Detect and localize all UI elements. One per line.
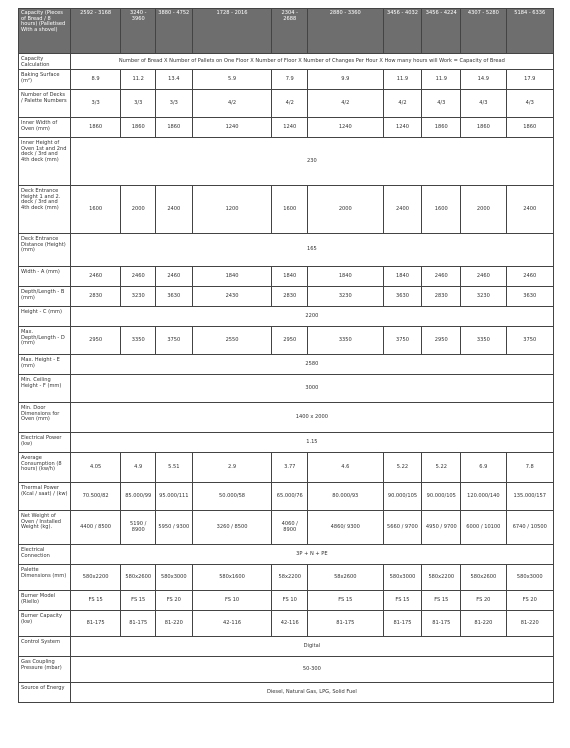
value-cell: 50.000/58 (192, 483, 272, 511)
header-capacity-cell: 3240 - 3960 (121, 9, 156, 54)
row-label: Max. Depth/Length - D (mm) (19, 327, 71, 355)
value-cell: 6000 / 10100 (461, 511, 506, 545)
value-cell: 1860 (155, 118, 192, 138)
value-cell: 11.2 (121, 70, 156, 90)
value-cell: 81-175 (121, 611, 156, 637)
spanning-value-cell: 165 (70, 234, 553, 267)
row-label: Capacity Calculation (19, 54, 71, 70)
value-cell: 1840 (308, 267, 384, 287)
value-cell: 580x3000 (506, 565, 554, 591)
value-cell: 580x1600 (192, 565, 272, 591)
value-cell: 4/2 (308, 90, 384, 118)
value-cell: 3630 (383, 287, 422, 307)
value-cell: 65.000/76 (272, 483, 308, 511)
value-cell: 4/3 (506, 90, 554, 118)
value-cell: 11.9 (422, 70, 461, 90)
value-cell: 81-220 (506, 611, 554, 637)
value-cell: 90.000/105 (383, 483, 422, 511)
value-cell: 11.9 (383, 70, 422, 90)
value-cell: 2950 (272, 327, 308, 355)
table-row (19, 307, 554, 327)
row-label: Number of Decks / Palette Numbers (19, 90, 71, 118)
value-cell: 81-175 (383, 611, 422, 637)
spec-table-body (19, 54, 554, 703)
value-cell: 120.000/140 (461, 483, 506, 511)
spanning-value-cell: 2580 (70, 355, 553, 375)
value-cell: 3630 (155, 287, 192, 307)
value-cell: 9.9 (308, 70, 384, 90)
spanning-value-cell: 230 (70, 138, 553, 186)
value-cell: 8.9 (70, 70, 121, 90)
table-row (19, 118, 554, 138)
spanning-value-cell: Digital (70, 637, 553, 657)
header-capacity-cell: 5184 - 6336 (506, 9, 554, 54)
value-cell: 5950 / 9300 (155, 511, 192, 545)
value-cell: 1240 (272, 118, 308, 138)
table-row (19, 186, 554, 234)
value-cell: 13.4 (155, 70, 192, 90)
value-cell: 580x2200 (422, 565, 461, 591)
value-cell: FS 15 (383, 591, 422, 611)
value-cell: 3630 (506, 287, 554, 307)
value-cell: 5.22 (383, 453, 422, 483)
row-label: Inner Height of Oven 1st and 2nd deck / 3rd and 4th deck (mm) (19, 138, 71, 186)
value-cell: 4.6 (308, 453, 384, 483)
value-cell: 58x2600 (308, 565, 384, 591)
row-label: Min. Door Dimensions for Oven (mm) (19, 403, 71, 433)
row-label: Max. Height - E (mm) (19, 355, 71, 375)
value-cell: FS 15 (70, 591, 121, 611)
spanning-value-cell: 1400 x 2000 (70, 403, 553, 433)
value-cell: 1600 (422, 186, 461, 234)
value-cell: 2830 (422, 287, 461, 307)
value-cell: 5.9 (192, 70, 272, 90)
row-label: Net Weight of Oven / Installed Weight (kg). (19, 511, 71, 545)
value-cell: 2550 (192, 327, 272, 355)
header-capacity-cell: 2592 - 3168 (70, 9, 121, 54)
value-cell: 81-175 (422, 611, 461, 637)
value-cell: 3750 (383, 327, 422, 355)
value-cell: 1860 (70, 118, 121, 138)
value-cell: 5.22 (422, 453, 461, 483)
value-cell: 3.77 (272, 453, 308, 483)
value-cell: 2460 (121, 267, 156, 287)
value-cell: 70.500/82 (70, 483, 121, 511)
row-label: Depth/Length - B (mm) (19, 287, 71, 307)
table-row (19, 591, 554, 611)
row-label: Width - A (mm) (19, 267, 71, 287)
value-cell: FS 10 (192, 591, 272, 611)
value-cell: 90.000/105 (422, 483, 461, 511)
header-capacity-cell: 3880 - 4752 (155, 9, 192, 54)
value-cell: 4860/ 9300 (308, 511, 384, 545)
row-label: Control System (19, 637, 71, 657)
value-cell: 58x2200 (272, 565, 308, 591)
table-row (19, 327, 554, 355)
value-cell: 3260 / 8500 (192, 511, 272, 545)
table-row (19, 267, 554, 287)
value-cell: FS 15 (308, 591, 384, 611)
spanning-value-cell: Number of Bread X Number of Pallets on One Floor X Number of Floor X Number of Changes Per Hour X How many hours will Work = Capacity of Bread (70, 54, 553, 70)
value-cell: 3230 (461, 287, 506, 307)
table-row (19, 511, 554, 545)
spanning-value-cell: Diesel, Natural Gas, LPG, Solid Fuel (70, 683, 553, 703)
value-cell: 135.000/157 (506, 483, 554, 511)
table-row (19, 683, 554, 703)
value-cell: 1200 (192, 186, 272, 234)
value-cell: 14.9 (461, 70, 506, 90)
value-cell: 2000 (308, 186, 384, 234)
value-cell: 4950 / 9700 (422, 511, 461, 545)
value-cell: FS 10 (272, 591, 308, 611)
value-cell: 3230 (121, 287, 156, 307)
row-label: Inner Width of Oven (mm) (19, 118, 71, 138)
value-cell: 4060 / 8900 (272, 511, 308, 545)
spec-table-container (18, 8, 554, 703)
value-cell: 1240 (383, 118, 422, 138)
value-cell: 5.51 (155, 453, 192, 483)
value-cell: 81-175 (308, 611, 384, 637)
value-cell: 2950 (422, 327, 461, 355)
spanning-value-cell: 2200 (70, 307, 553, 327)
value-cell: 1840 (383, 267, 422, 287)
value-cell: 1240 (192, 118, 272, 138)
table-row (19, 287, 554, 307)
value-cell: 2400 (383, 186, 422, 234)
value-cell: 81-220 (461, 611, 506, 637)
table-row (19, 611, 554, 637)
row-label: Thermal Power (Kcal / saat) / (kw) (19, 483, 71, 511)
value-cell: 3/3 (121, 90, 156, 118)
header-capacity-cell: 2304 - 2688 (272, 9, 308, 54)
value-cell: 81-220 (155, 611, 192, 637)
value-cell: 4/2 (192, 90, 272, 118)
table-row (19, 565, 554, 591)
spanning-value-cell: 3000 (70, 375, 553, 403)
value-cell: 3/3 (70, 90, 121, 118)
row-label: Gas Coupling Pressure (mbar) (19, 657, 71, 683)
value-cell: 4/3 (461, 90, 506, 118)
value-cell: 85.000/99 (121, 483, 156, 511)
value-cell: 2430 (192, 287, 272, 307)
table-row (19, 375, 554, 403)
value-cell: 95.000/111 (155, 483, 192, 511)
table-row (19, 453, 554, 483)
value-cell: FS 20 (461, 591, 506, 611)
value-cell: 2460 (422, 267, 461, 287)
value-cell: 2950 (70, 327, 121, 355)
value-cell: 2400 (155, 186, 192, 234)
table-row (19, 403, 554, 433)
value-cell: 2830 (272, 287, 308, 307)
value-cell: 1840 (192, 267, 272, 287)
row-label: Average Consumption (8 hours) (kw/h) (19, 453, 71, 483)
value-cell: 580x2200 (70, 565, 121, 591)
value-cell: FS 15 (422, 591, 461, 611)
value-cell: 42-116 (192, 611, 272, 637)
value-cell: 1860 (461, 118, 506, 138)
value-cell: FS 20 (506, 591, 554, 611)
value-cell: 6740 / 10500 (506, 511, 554, 545)
value-cell: 4/2 (272, 90, 308, 118)
value-cell: 2460 (461, 267, 506, 287)
value-cell: 580x2600 (121, 565, 156, 591)
value-cell: 1860 (121, 118, 156, 138)
table-row (19, 90, 554, 118)
value-cell: 5190 / 8900 (121, 511, 156, 545)
row-label: Deck Entrance Height 1 and 2. deck / 3rd and 4th deck (mm) (19, 186, 71, 234)
value-cell: 2460 (70, 267, 121, 287)
value-cell: 1600 (272, 186, 308, 234)
header-capacity-cell: 2880 - 3360 (308, 9, 384, 54)
table-row (19, 433, 554, 453)
value-cell: 2830 (70, 287, 121, 307)
value-cell: 4/3 (422, 90, 461, 118)
value-cell: 2400 (506, 186, 554, 234)
row-label: Electrical Power (kw) (19, 433, 71, 453)
value-cell: 3350 (461, 327, 506, 355)
value-cell: 7.8 (506, 453, 554, 483)
value-cell: 3750 (155, 327, 192, 355)
value-cell: FS 20 (155, 591, 192, 611)
value-cell: 4400 / 8500 (70, 511, 121, 545)
value-cell: 580x3000 (155, 565, 192, 591)
header-capacity-cell: 3456 - 4032 (383, 9, 422, 54)
table-row (19, 54, 554, 70)
value-cell: 2.9 (192, 453, 272, 483)
row-label: Palette Dimensions (mm) (19, 565, 71, 591)
table-row (19, 355, 554, 375)
value-cell: FS 15 (121, 591, 156, 611)
value-cell: 2000 (121, 186, 156, 234)
row-label: Baking Surface (m²) (19, 70, 71, 90)
value-cell: 3350 (308, 327, 384, 355)
value-cell: 3350 (121, 327, 156, 355)
row-label: Burner Model (Riello) (19, 591, 71, 611)
value-cell: 580x2600 (461, 565, 506, 591)
table-row (19, 234, 554, 267)
value-cell: 7.9 (272, 70, 308, 90)
table-row (19, 483, 554, 511)
value-cell: 3750 (506, 327, 554, 355)
value-cell: 5660 / 9700 (383, 511, 422, 545)
header-label-cell: Capacity (Pieces of Bread / 8 hours) (Palletised With a shovel) (19, 9, 71, 54)
row-label: Burner Capacity (kw) (19, 611, 71, 637)
value-cell: 2000 (461, 186, 506, 234)
row-label: Min. Ceiling Height - F (mm) (19, 375, 71, 403)
value-cell: 42-116 (272, 611, 308, 637)
header-capacity-cell: 1728 - 2016 (192, 9, 272, 54)
table-row (19, 637, 554, 657)
header-capacity-cell: 3456 - 4224 (422, 9, 461, 54)
value-cell: 2460 (506, 267, 554, 287)
oven-spec-table (18, 8, 554, 703)
table-row (19, 70, 554, 90)
value-cell: 81-175 (70, 611, 121, 637)
row-label: Electrical Connection (19, 545, 71, 565)
value-cell: 1860 (422, 118, 461, 138)
row-label: Height - C (mm) (19, 307, 71, 327)
value-cell: 1600 (70, 186, 121, 234)
table-row (19, 138, 554, 186)
value-cell: 17.9 (506, 70, 554, 90)
value-cell: 6.9 (461, 453, 506, 483)
spanning-value-cell: 50-300 (70, 657, 553, 683)
spanning-value-cell: 3P + N + PE (70, 545, 553, 565)
spanning-value-cell: 1.15 (70, 433, 553, 453)
value-cell: 2460 (155, 267, 192, 287)
header-capacity-cell: 4307 - 5280 (461, 9, 506, 54)
value-cell: 3230 (308, 287, 384, 307)
value-cell: 4/2 (383, 90, 422, 118)
table-row (19, 657, 554, 683)
value-cell: 80.000/93 (308, 483, 384, 511)
value-cell: 3/3 (155, 90, 192, 118)
value-cell: 580x3000 (383, 565, 422, 591)
value-cell: 4.05 (70, 453, 121, 483)
value-cell: 1860 (506, 118, 554, 138)
value-cell: 1240 (308, 118, 384, 138)
table-row (19, 545, 554, 565)
row-label: Source of Energy (19, 683, 71, 703)
header-row (19, 9, 554, 54)
value-cell: 4.9 (121, 453, 156, 483)
value-cell: 1840 (272, 267, 308, 287)
row-label: Deck Entrance Distance (Height)(mm) (19, 234, 71, 267)
